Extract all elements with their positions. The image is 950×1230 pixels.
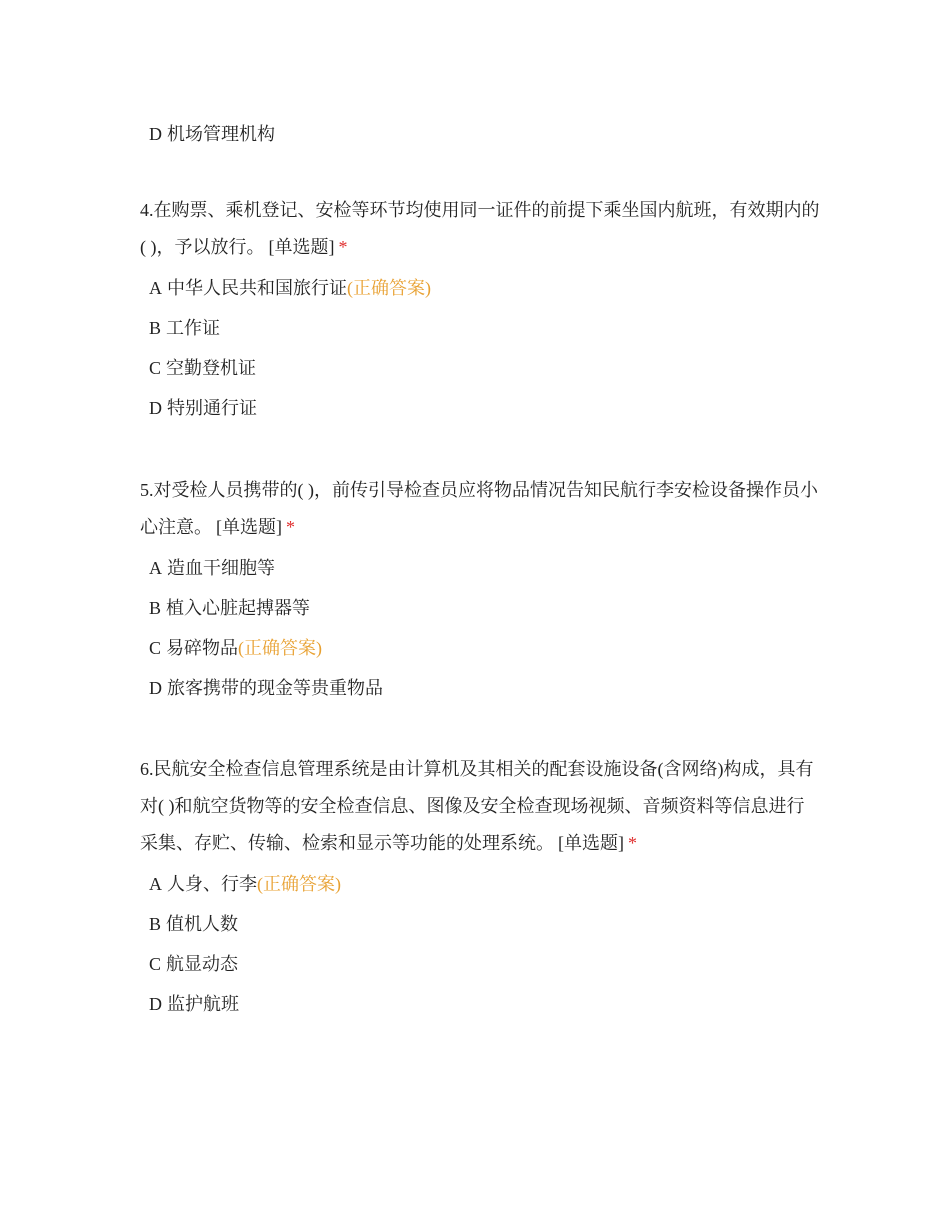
question-type-label: [单选题] <box>216 517 282 537</box>
option-letter: B <box>149 598 162 618</box>
option-b <box>140 910 820 950</box>
option-text: 特别通行证 <box>167 398 257 418</box>
option-a <box>140 870 820 910</box>
question-stem <box>140 751 820 862</box>
option-c <box>140 950 820 990</box>
option-letter: C <box>149 954 162 974</box>
option-letter: C <box>149 358 162 378</box>
option-list <box>140 554 820 714</box>
correct-answer-label: (正确答案) <box>257 874 341 894</box>
question-stem <box>140 192 820 266</box>
option-d <box>140 674 820 714</box>
option-letter: D <box>149 124 162 144</box>
option-text: 航显动态 <box>166 954 239 974</box>
option-letter: A <box>149 874 162 894</box>
correct-answer-label: (正确答案) <box>347 278 431 298</box>
option-letter: A <box>149 558 162 578</box>
option-text: 人身、行李 <box>167 874 257 894</box>
option-text: 造血干细胞等 <box>167 558 275 578</box>
question-text: 6.民航安全检查信息管理系统是由计算机及其相关的配套设施设备(含网络)构成，具有对( )和航空货物等的安全检查信息、图像及安全检查现场视频、音频资料等信息进行采集、存贮、传输、检索和显示等功能的处理系统。 <box>140 759 814 853</box>
option-c <box>140 354 820 394</box>
option-d <box>140 394 820 434</box>
option-list <box>140 274 820 434</box>
option-text: 机场管理机构 <box>167 124 275 144</box>
option-letter: B <box>149 914 162 934</box>
correct-answer-label: (正确答案) <box>238 638 323 658</box>
option-d <box>140 990 820 1030</box>
option-letter: A <box>149 278 162 298</box>
option-a <box>140 274 820 314</box>
option-letter: D <box>149 678 162 698</box>
option-b <box>140 314 820 354</box>
required-mark: * <box>628 833 637 853</box>
question-text: 4.在购票、乘机登记、安检等环节均使用同一证件的前提下乘坐国内航班，有效期内的( )，予以放行。 <box>140 200 820 257</box>
option-text: 监护航班 <box>167 994 239 1014</box>
option-text: 中华人民共和国旅行证 <box>167 278 347 298</box>
option-letter: D <box>149 994 162 1014</box>
option-b <box>140 594 820 634</box>
option-a <box>140 554 820 594</box>
option-letter: D <box>149 398 162 418</box>
question-5 <box>140 472 820 714</box>
option-letter: C <box>149 638 162 658</box>
option-text: 值机人数 <box>166 914 239 934</box>
question-text: 5.对受检人员携带的( )，前传引导检查员应将物品情况告知民航行李安检设备操作员小心注意。 <box>140 480 818 537</box>
question-6 <box>140 751 820 1030</box>
option-text: 空勤登机证 <box>166 358 257 378</box>
option-text: 植入心脏起搏器等 <box>166 598 311 618</box>
option-c <box>140 634 820 674</box>
question-type-label: [单选题] <box>268 237 335 257</box>
option-text: 易碎物品 <box>166 638 239 658</box>
required-mark: * <box>338 237 348 257</box>
question-type-label: [单选题] <box>558 833 624 853</box>
option-list <box>140 870 820 1030</box>
option-text: 工作证 <box>166 318 221 338</box>
option-letter: B <box>149 318 162 338</box>
prev-question-option-d <box>149 120 275 148</box>
required-mark: * <box>286 517 295 537</box>
question-4 <box>140 192 820 434</box>
option-text: 旅客携带的现金等贵重物品 <box>167 678 383 698</box>
question-stem <box>140 472 820 546</box>
